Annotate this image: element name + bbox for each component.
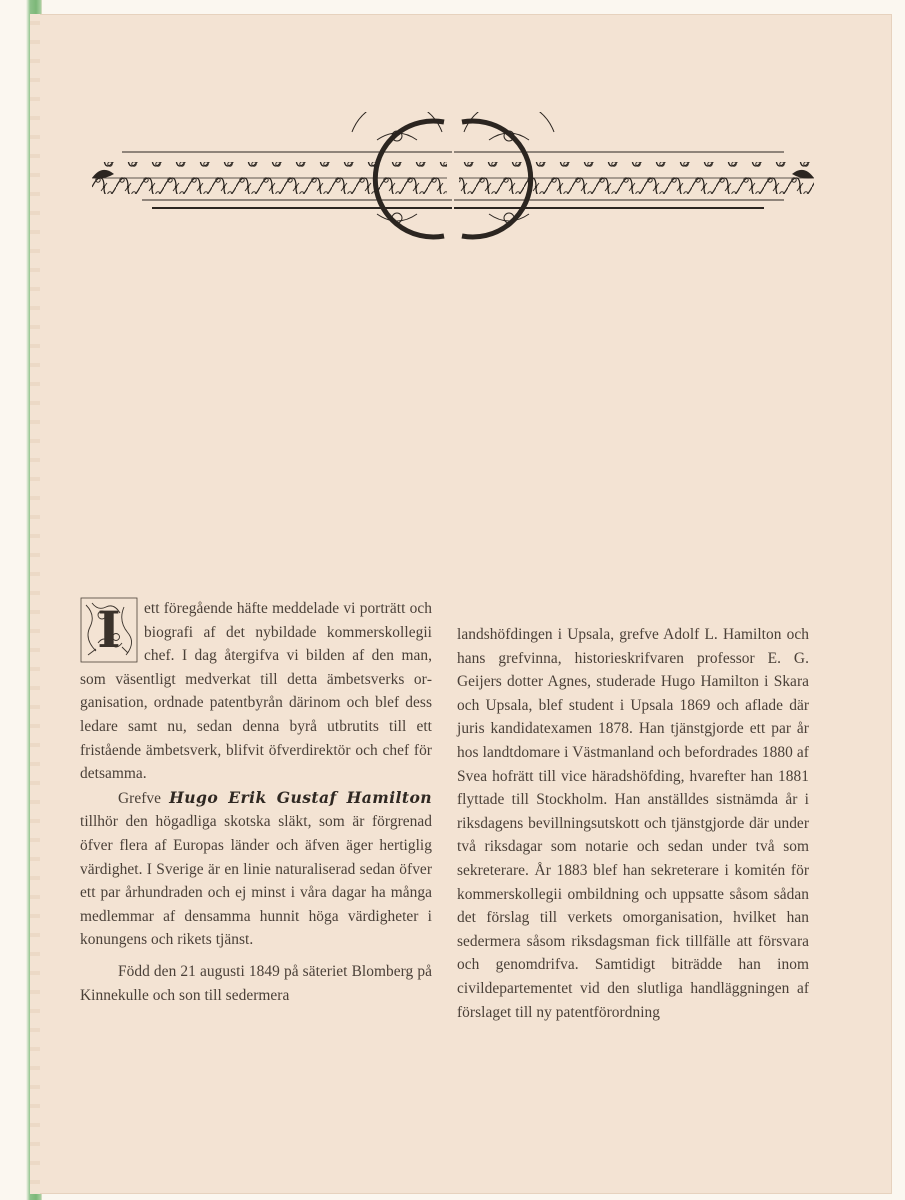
paragraph-hamilton-text: tillhör den högadliga skotska släkt, som är förgrenad öfver flera af Europas länder och äfven äger hertiglig värdighet. I Sverige är en linie naturaliserad sedan öfver ett par århundraden och ej minst i våra dagar ha många medlemmar af densamma hunnit höga värdigheter i konungens och rikets tjänst. bbox=[80, 813, 432, 949]
paper-torn-edge bbox=[30, 14, 40, 1194]
paragraph-hamilton bbox=[80, 786, 432, 952]
person-name: Hugo Erik Gustaf Hamilton bbox=[169, 787, 432, 807]
header-ornament-icon bbox=[92, 112, 814, 246]
text-column-left bbox=[80, 597, 432, 1007]
svg-text:I: I bbox=[97, 600, 121, 659]
paragraph-career: landshöfdingen i Upsala, grefve Adolf L. Hamilton och hans grefvinna, historieskrifvaren professor E. G. Geijers dotter Agnes, studerade Hugo Hamilton i Skara och Upsala, blef student i Upsala 1869 och aflade där juris kandidatexamen 1878. Han tjänstgjorde ett par år hos landtdomare i Västmanland och befordrades 1880 af Svea hofrätt till vice häradshöfding, hvarefter han 1881 flyttade till Stockholm. Han anställdes sistnämda år i riksdagens bevillningsutskott och tjänstgjorde där under två riksdagar som notarie och sedan under två som sekreterare. År 1883 blef han sekreterare i komitén för kommerskollegii ombildning och uppsatte såsom sådan det förslag till verkets omorganisation, hvilket han sedermera såsom riksdagsman fick tillfälle att försvara och genomdrifva. Samtidigt biträdde han inom civildepartementet vid den slutliga handläggningen af förslaget till ny patentförordning bbox=[457, 626, 809, 1021]
paragraph-intro bbox=[80, 597, 432, 786]
paragraph-intro-text: ett föregående häfte meddelade vi porträtt och biografi af det nybildade kommerskollegii chef. I dag återgifva vi bilden af den man, som väsentligt medverkat till detta ämbetsverks organisation, ordnade patentbyrån därinom och blef dess ledare samt nu, sedan denna byrå utbrutits till ett fristående ämbetsverk, blifvit öfverdirektör och chef för detsamma. bbox=[80, 600, 432, 783]
text-column-right bbox=[457, 623, 809, 1024]
paragraph-hamilton-lead: Grefve bbox=[118, 789, 170, 807]
paragraph-birth: Född den 21 augusti 1849 på säteriet Blomberg på Kinnekulle och son till sedermera bbox=[80, 962, 432, 1004]
dropcap-ornament-icon bbox=[80, 597, 138, 663]
